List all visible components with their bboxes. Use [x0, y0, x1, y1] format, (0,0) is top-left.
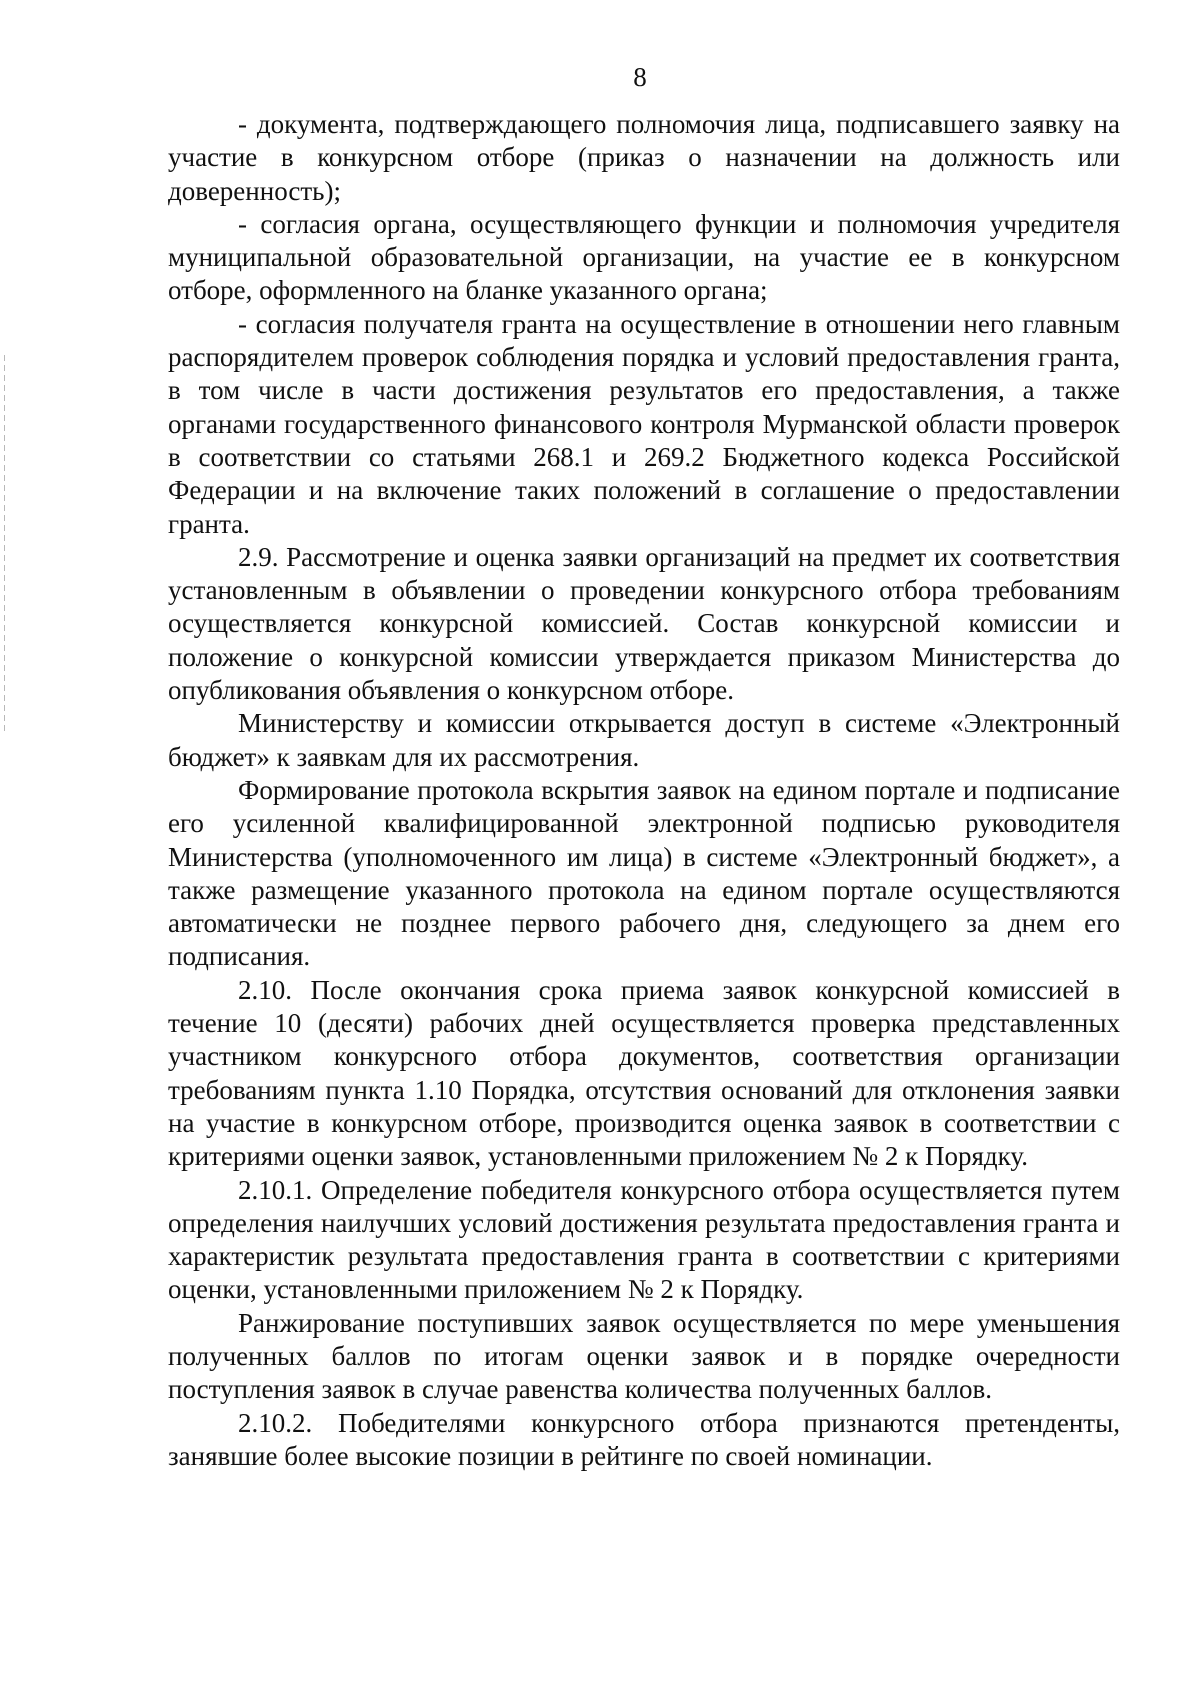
page-number: 8 [633, 62, 647, 92]
scan-edge-mark [4, 355, 5, 735]
paragraph-2-10-1-winner: 2.10.1. Определение победителя конкурсного отбора осуществляется путем определения наилучших условий достижения результата предоставления гранта и характеристик результата предоставления гранта в соответствии с критериями оценки, установленными приложением № 2 к Порядку. [168, 1174, 1120, 1305]
paragraph-2-10-check: 2.10. После окончания срока приема заявок конкурсной комиссией в течение 10 (десяти) рабочих дней осуществляется проверка представленных участником конкурсного отбора документов, соответствия организации требованиям пункта 1.10 Порядка, отсутствия оснований для отклонения заявки на участие в конкурсном отборе, производится оценка заявок в соответствии с критериями оценки заявок, установленными приложением № 2 к Порядку. [168, 974, 1120, 1172]
paragraph-system-access: Министерству и комиссии открывается доступ в системе «Электронный бюджет» к заявкам для их рассмотрения. [168, 708, 1120, 772]
paragraph-protocol-formation: Формирование протокола вскрытия заявок на едином портале и подписание его усиленной квалифицированной электронной подписью руководителя Министерства (уполномоченного им лица) в системе «Электронный бюджет», а также размещение указанного протокола на едином портале осуществляются автоматически не позднее первого рабочего дня, следующего за днем его подписания. [168, 774, 1120, 972]
paragraph-founder-consent: - согласия органа, осуществляющего функции и полномочия учредителя муниципальной образовательной организации, на участие ее в конкурсном отборе, оформленного на бланке указанного органа; [168, 208, 1120, 306]
document-body [168, 108, 1120, 1473]
paragraph-recipient-consent: - согласия получателя гранта на осуществление в отношении него главным распорядителем проверок соблюдения порядка и условий предоставления гранта, в том числе в части достижения результатов его предоставления, а также органами государственного финансового контроля Мурманской области проверок в соответствии со статьями 268.1 и 269.2 Бюджетного кодекса Российской Федерации и на включение таких положений в соглашение о предоставлении гранта. [168, 308, 1120, 539]
paragraph-2-9-review: 2.9. Рассмотрение и оценка заявки организаций на предмет их соответствия установленным в объявлении о проведении конкурсного отбора требованиям осуществляется конкурсной комиссией. Состав конкурсной комиссии и положение о конкурсной комиссии утверждается приказом Министерства до опубликования объявления о конкурсном отборе. [168, 541, 1120, 706]
paragraph-2-10-2-winners: 2.10.2. Победителями конкурсного отбора признаются претенденты, занявшие более высокие позиции в рейтинге по своей номинации. [168, 1407, 1120, 1471]
paragraph-ranking: Ранжирование поступивших заявок осуществляется по мере уменьшения полученных баллов по итогам оценки заявок и в порядке очередности поступления заявок в случае равенства количества полученных баллов. [168, 1307, 1120, 1405]
paragraph-authority-document: - документа, подтверждающего полномочия лица, подписавшего заявку на участие в конкурсном отборе (приказ о назначении на должность или доверенность); [168, 109, 1120, 206]
